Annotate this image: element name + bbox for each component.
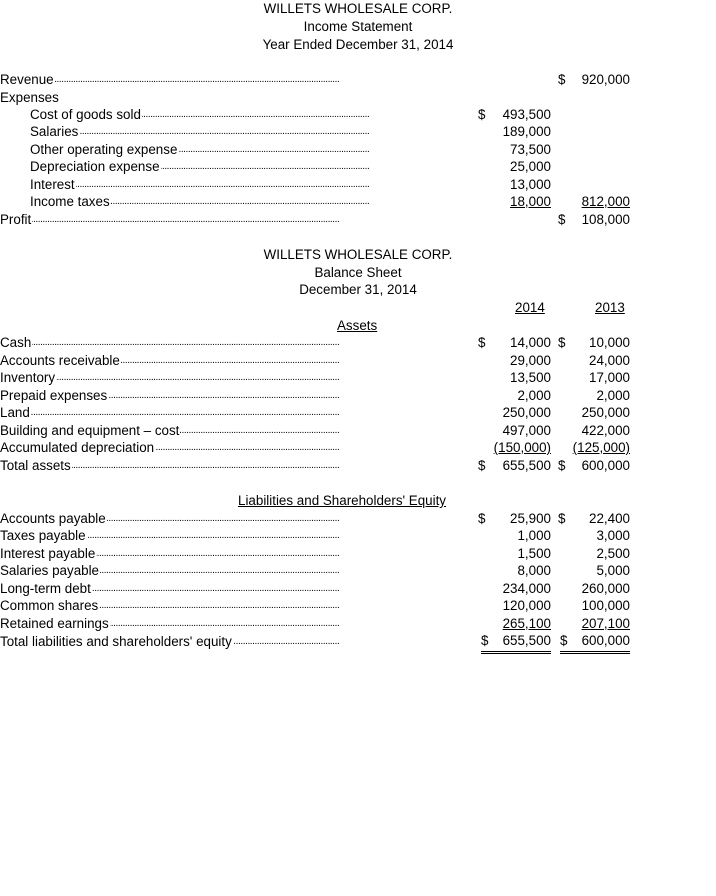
expense-currency: $ [478, 107, 486, 122]
liability-row [0, 510, 716, 528]
revenue-amount: 920,000 [581, 72, 630, 87]
asset-row [0, 422, 716, 440]
liability-label: Interest payable [0, 546, 96, 561]
expense-row [0, 106, 716, 124]
bs-title: Balance Sheet [314, 265, 402, 280]
asset-label: Inventory [0, 370, 56, 385]
liability-value-2013: 22,400 [589, 511, 630, 526]
expense-row [0, 193, 716, 211]
expense-row [0, 141, 716, 159]
expense-amount: 25,000 [510, 159, 551, 174]
asset-value-2013: 24,000 [589, 353, 630, 368]
profit-label: Profit [0, 212, 32, 227]
expense-label: Depreciation expense [30, 159, 160, 174]
liability-label: Long-term debt [0, 581, 91, 596]
liability-row [0, 580, 716, 598]
revenue-row [0, 71, 716, 89]
assets-heading-row [0, 317, 716, 335]
currency-symbol: $ [560, 633, 568, 648]
assets-heading: Assets [337, 318, 378, 333]
currency-symbol: $ [478, 458, 486, 473]
liability-value-2013: 3,000 [596, 528, 630, 543]
currency-symbol: $ [558, 335, 566, 350]
asset-label: Building and equipment – cost [0, 423, 180, 438]
asset-label: Accumulated depreciation [0, 440, 155, 455]
asset-value-2013: (125,000) [572, 440, 630, 455]
asset-value-2014: 13,500 [510, 370, 551, 385]
revenue-label: Revenue [0, 72, 54, 87]
liability-value-2013: 2,500 [596, 546, 630, 561]
asset-label: Total assets [0, 458, 71, 473]
liability-label: Common shares [0, 598, 99, 613]
year-2014-header: 2014 [515, 300, 545, 315]
year-2013-header: 2013 [595, 300, 625, 315]
expense-amount: 73,500 [510, 142, 551, 157]
expense-amount: 13,000 [510, 177, 551, 192]
liability-row [0, 527, 716, 545]
asset-value-2013: 600,000 [581, 458, 630, 473]
asset-label: Accounts receivable [0, 353, 120, 368]
liability-row [0, 615, 716, 633]
asset-value-2014: 250,000 [502, 405, 551, 420]
expense-row [0, 158, 716, 176]
bs-date: December 31, 2014 [299, 282, 417, 297]
revenue-currency: $ [558, 72, 566, 87]
liability-value-2014: 1,500 [517, 546, 551, 561]
expense-label: Interest [30, 177, 75, 192]
liability-value-2014: 265,100 [502, 616, 551, 631]
asset-row [0, 439, 716, 457]
liabilities-heading: Liabilities and Shareholders' Equity [238, 493, 447, 508]
asset-row [0, 369, 716, 387]
asset-label: Prepaid expenses [0, 388, 108, 403]
currency-symbol: $ [558, 458, 566, 473]
expense-amount: 18,000 [510, 194, 551, 209]
asset-value-2013: 422,000 [581, 423, 630, 438]
is-period: Year Ended December 31, 2014 [262, 37, 454, 52]
profit-row [0, 211, 716, 229]
liability-row [0, 545, 716, 563]
asset-value-2014: 29,000 [510, 353, 551, 368]
asset-label: Cash [0, 335, 32, 350]
currency-symbol: $ [478, 335, 486, 350]
expense-amount: 189,000 [502, 124, 551, 139]
asset-row [0, 387, 716, 405]
asset-value-2014: 655,500 [502, 458, 551, 473]
liability-value-2014: 1,000 [517, 528, 551, 543]
liability-value-2013: 100,000 [581, 598, 630, 613]
liability-value-2014: 8,000 [517, 563, 551, 578]
currency-symbol: $ [478, 511, 486, 526]
asset-value-2014: 2,000 [517, 388, 551, 403]
asset-label: Land [0, 405, 30, 420]
liability-label: Accounts payable [0, 511, 106, 526]
expenses-heading-row [0, 89, 716, 107]
asset-value-2013: 17,000 [589, 370, 630, 385]
expense-row [0, 176, 716, 194]
expenses-total: 812,000 [581, 194, 630, 209]
liability-label: Salaries payable [0, 563, 100, 578]
expenses-label: Expenses [0, 90, 59, 105]
liability-label: Retained earnings [0, 616, 109, 631]
asset-value-2013: 2,000 [596, 388, 630, 403]
liability-row [0, 597, 716, 615]
asset-row [0, 404, 716, 422]
bs-company-name: WILLETS WHOLESALE CORP. [263, 247, 453, 262]
expense-label: Income taxes [30, 194, 110, 209]
liability-value-2013: 600,000 [581, 633, 630, 648]
asset-value-2013: 250,000 [581, 405, 630, 420]
expense-row [0, 123, 716, 141]
total-liabilities-row [0, 633, 716, 651]
profit-amount: 108,000 [581, 212, 630, 227]
profit-currency: $ [558, 212, 566, 227]
liability-value-2014: 25,900 [510, 511, 551, 526]
year-header-row [0, 299, 716, 317]
liability-value-2014: 655,500 [502, 633, 551, 648]
liability-value-2013: 260,000 [581, 581, 630, 596]
asset-value-2014: 497,000 [502, 423, 551, 438]
asset-value-2014: (150,000) [493, 440, 551, 455]
liability-label: Total liabilities and shareholders' equity [0, 634, 232, 649]
liability-row [0, 562, 716, 580]
asset-row [0, 352, 716, 370]
liability-value-2014: 234,000 [502, 581, 551, 596]
expense-label: Cost of goods sold [30, 107, 141, 122]
asset-row [0, 334, 716, 352]
currency-symbol: $ [481, 633, 489, 648]
liability-value-2014: 120,000 [502, 598, 551, 613]
asset-value-2013: 10,000 [589, 335, 630, 350]
liability-value-2013: 207,100 [581, 616, 630, 631]
liability-label: Taxes payable [0, 528, 86, 543]
expense-label: Other operating expense [30, 142, 178, 157]
total-assets-row [0, 457, 716, 475]
expense-label: Salaries [30, 124, 79, 139]
is-company-name: WILLETS WHOLESALE CORP. [263, 1, 453, 16]
liabilities-heading-row [0, 492, 716, 510]
is-title: Income Statement [303, 19, 413, 34]
liability-value-2013: 5,000 [596, 563, 630, 578]
expense-amount: 493,500 [502, 107, 551, 122]
asset-value-2014: 14,000 [510, 335, 551, 350]
currency-symbol: $ [558, 511, 566, 526]
